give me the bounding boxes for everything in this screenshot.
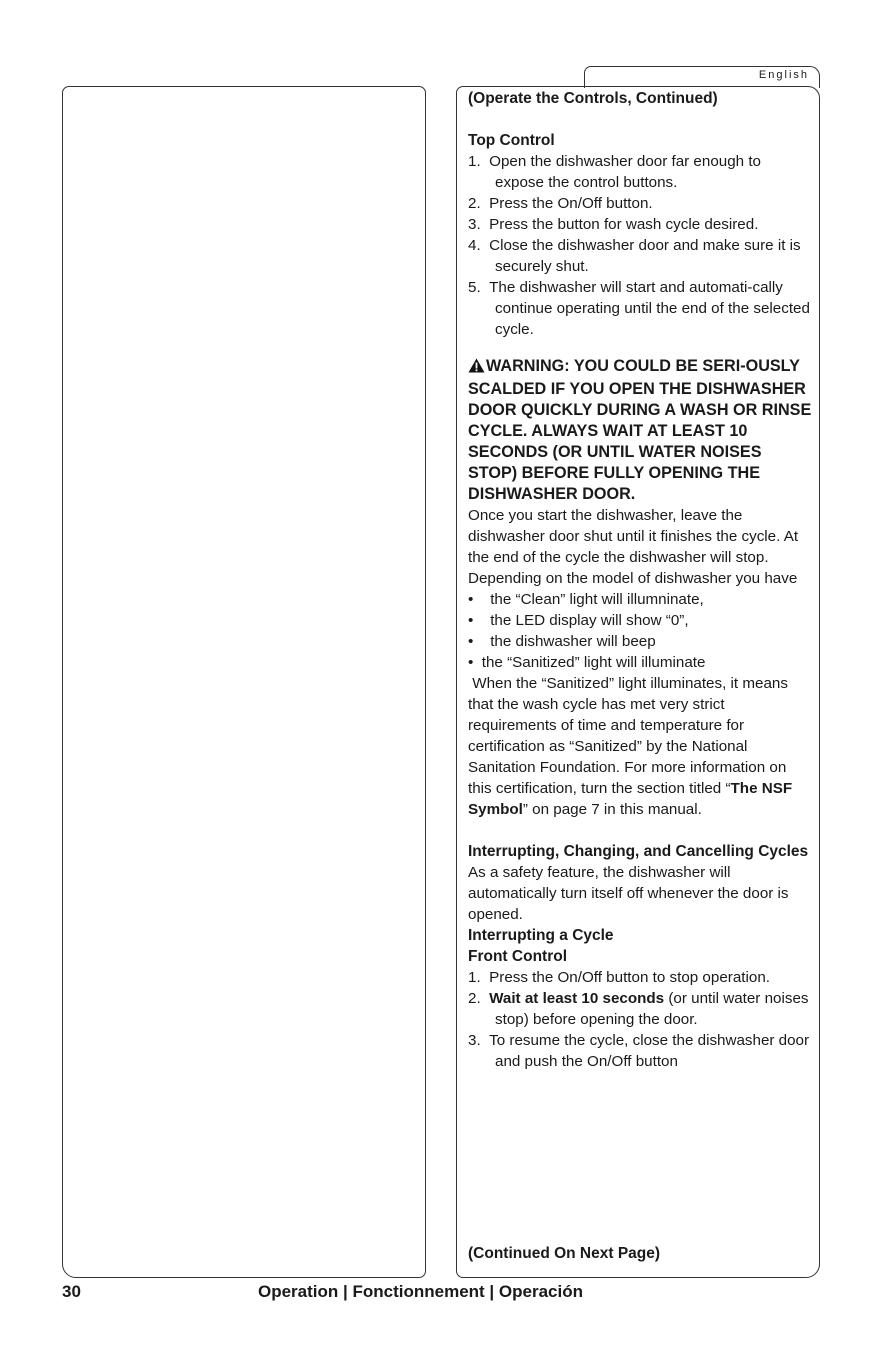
front-control-step-3: 3. To resume the cycle, close the dishwasher door and push the On/Off button [468,1032,810,1070]
top-control-step-5: 5. The dishwasher will start and automati-cally continue operating until the end of the selected cycle. [468,279,810,338]
content-column [468,88,814,1072]
language-label: English [758,69,809,81]
front-control-heading: Front Control [468,948,568,965]
front-control-step-1: 1. Press the On/Off button to stop operation. [468,969,770,986]
after-start-paragraph: Once you start the dishwasher, leave the dishwasher door shut until it finishes the cycle. At the end of the cycle the dishwasher will stop. Depending on the model of dishwasher you have [468,507,799,587]
bullet-led: • the LED display will show “0”, [468,612,689,629]
warning-block [468,356,814,505]
front-control-step-2: 2. Wait at least 10 seconds (or until water noises stop) before opening the door. [468,990,809,1028]
nsf-symbol-reference: The NSF Symbol [468,780,793,818]
top-control-heading: Top Control [468,132,555,149]
sanitized-paragraph: When the “Sanitized” light illuminates, it means that the wash cycle has met very strict requirements of time and temperature for certification as “Sanitized” by the National Sanitation Foundation. For more information on this certification, turn the section titled “The NSF Symbol” on page 7 in this manual. [468,675,793,818]
page-number: 30 [62,1282,81,1301]
continued-note: (Continued On Next Page) [468,1245,661,1262]
interrupting-subheading: Interrupting a Cycle [468,927,614,944]
section-title: (Operate the Controls, Continued) [468,90,718,107]
left-blank-panel [62,86,426,1278]
top-control-step-1: 1. Open the dishwasher door far enough to expose the control buttons. [468,153,761,191]
language-tab [584,66,820,88]
top-control-step-2: 2. Press the On/Off button. [468,195,653,212]
bullet-beep: • the dishwasher will beep [468,633,656,650]
warning-triangle-icon [468,358,485,379]
bullet-sanitized: • the “Sanitized” light will illuminate [468,654,706,671]
warning-text: WARNING: YOU COULD BE SERI-OUSLY SCALDED IF YOU OPEN THE DISHWASHER DOOR QUICKLY DURING A WASH OR RINSE CYCLE. ALWAYS WAIT AT LEAST 10 SECONDS (OR UNTIL WATER NOISES STOP) BEFORE FULLY OPENING THE DISHWASHER DOOR. [468,357,812,503]
top-control-step-3: 3. Press the button for wash cycle desired. [468,216,759,233]
footer-title: Operation | Fonctionnement | Operación [258,1282,583,1301]
bullet-clean: • the “Clean” light will illumninate, [468,591,704,608]
interrupting-heading: Interrupting, Changing, and Cancelling Cycles [468,843,809,860]
top-control-step-4: 4. Close the dishwasher door and make sure it is securely shut. [468,237,801,275]
interrupting-intro: As a safety feature, the dishwasher will automatically turn itself off whenever the door is opened. [468,864,789,923]
